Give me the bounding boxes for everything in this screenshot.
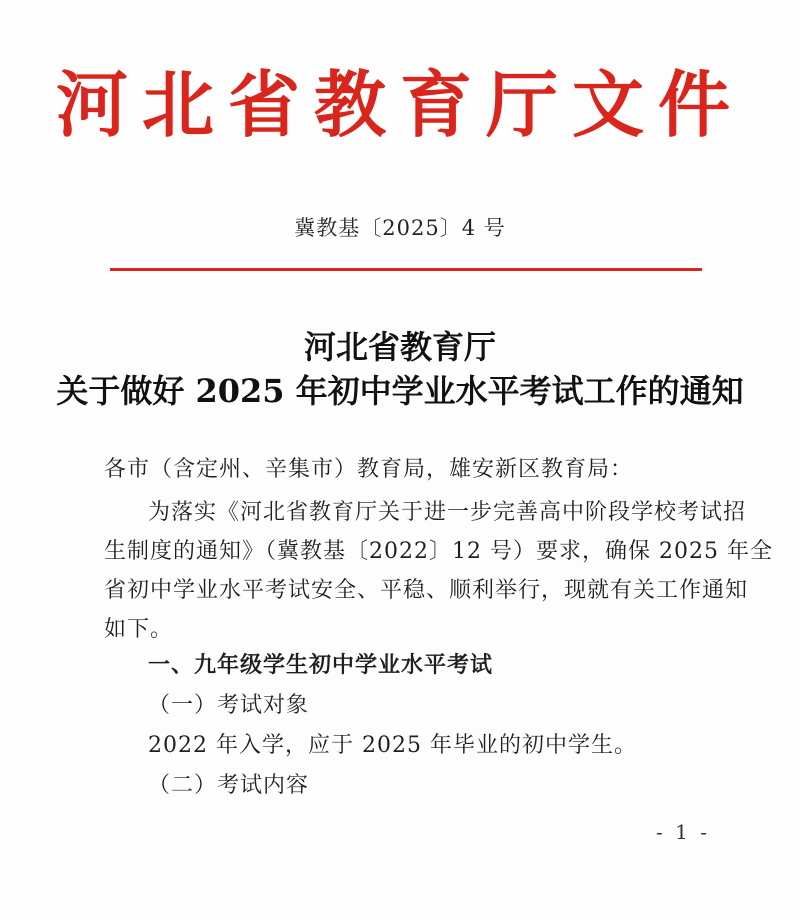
document-number: 冀教基〔2025〕4 号 (294, 216, 506, 240)
masthead-title: 河北省教育厅文件 (55, 63, 744, 147)
page-number: - 1 - (656, 820, 710, 844)
red-divider-line (110, 268, 702, 271)
subsection-heading-2: （二）考试内容 (148, 773, 310, 798)
notice-title-subject: 关于做好 2025 年初中学业水平考试工作的通知 (56, 372, 744, 410)
notice-title-issuer: 河北省教育厅 (303, 328, 496, 366)
subsection-text-1: 2022 年入学，应于 2025 年毕业的初中学生。 (148, 733, 637, 758)
subsection-heading-1: （一）考试对象 (148, 693, 310, 718)
body-line: 省初中学业水平考试安全、平稳、顺利举行，现就有关工作通知 (104, 578, 749, 603)
addressee-line: 各市（含定州、辛集市）教育局，雄安新区教育局： (104, 457, 634, 482)
body-line: 生制度的通知》（冀教基〔2022〕12 号）要求，确保 2025 年全 (104, 539, 773, 564)
body-line: 为落实《河北省教育厅关于进一步完善高中阶段学校考试招 (148, 500, 747, 525)
section-heading-1: 一、九年级学生初中学业水平考试 (148, 653, 494, 678)
body-line: 如下。 (104, 617, 174, 642)
